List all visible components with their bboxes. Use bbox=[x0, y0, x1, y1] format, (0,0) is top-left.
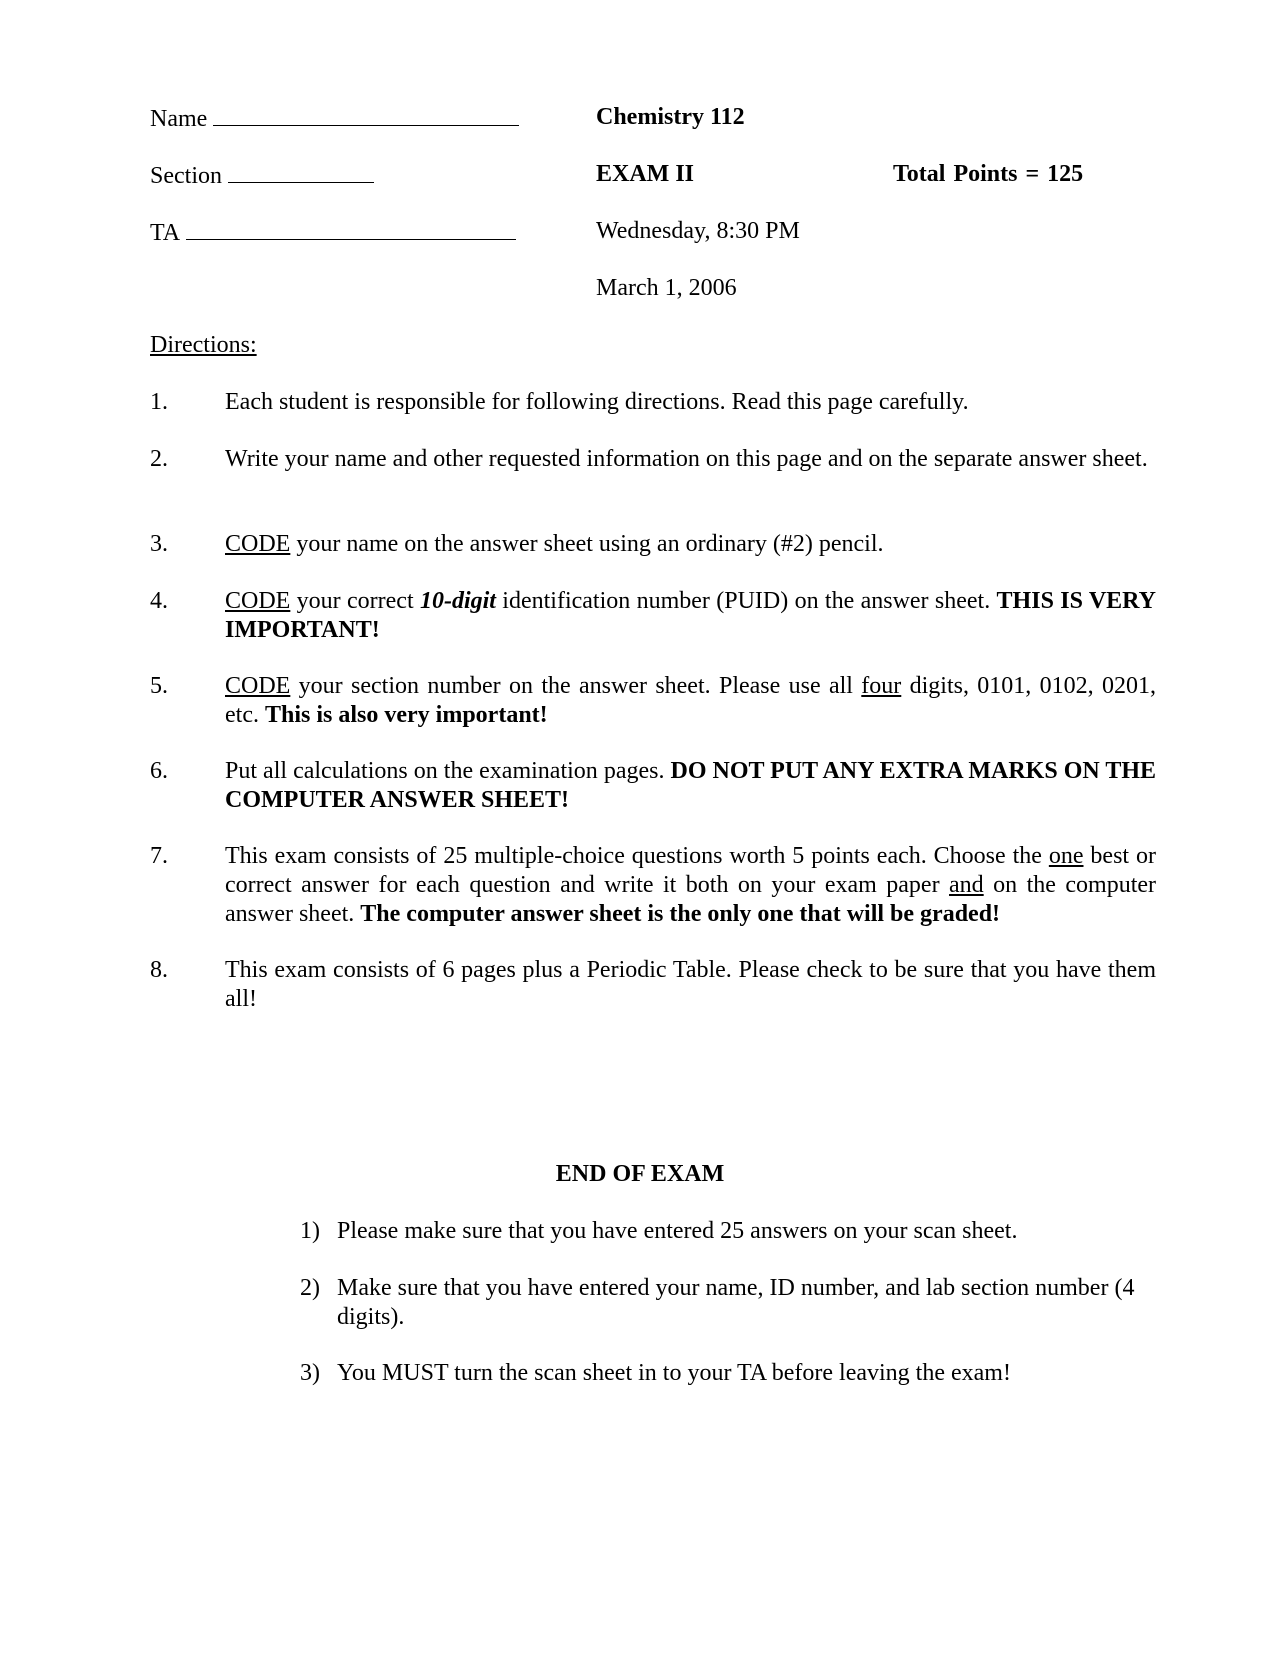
direction-number: 6. bbox=[150, 758, 168, 784]
end-item-text: Please make sure that you have entered 25 answers on your scan sheet. bbox=[337, 1218, 1018, 1244]
direction-text: CODE your name on the answer sheet using an ordinary (#2) pencil. bbox=[225, 531, 884, 557]
name-blank bbox=[213, 103, 519, 126]
course-title: Chemistry 112 bbox=[596, 104, 745, 130]
end-item-number: 3) bbox=[300, 1360, 320, 1386]
exam-day-time: Wednesday, 8:30 PM bbox=[596, 218, 800, 244]
direction-text: This exam consists of 25 multiple-choice questions worth 5 points each. Choose the one best or correct answer for each question and write it both on your exam paper and on the computer answer sheet. The computer answer sheet is the only one that will be graded! bbox=[225, 843, 1157, 927]
code-keyword: CODE bbox=[225, 588, 291, 614]
end-of-exam-heading: END OF EXAM bbox=[555, 1161, 725, 1187]
name-label: Name bbox=[150, 106, 208, 132]
emphasis-10-digit: 10-digit bbox=[419, 588, 496, 614]
direction-text: This exam consists of 6 pages plus a Periodic Table. Please check to be sure that you have them all! bbox=[225, 957, 1156, 1012]
important-note: THIS IS VERY IMPORTANT! bbox=[225, 588, 1157, 643]
important-note: DO NOT PUT ANY EXTRA MARKS ON THE COMPUTER ANSWER SHEET! bbox=[225, 758, 1156, 813]
direction-text: Write your name and other requested information on this page and on the separate answer sheet. bbox=[225, 446, 1148, 472]
ta-label: TA bbox=[150, 220, 181, 246]
section-label: Section bbox=[150, 163, 222, 189]
direction-text: CODE your correct 10-digit identification number (PUID) on the answer sheet. THIS IS VERY IMPORTANT! bbox=[225, 588, 1157, 643]
end-item-text: You MUST turn the scan sheet in to your TA before leaving the exam! bbox=[337, 1360, 1011, 1386]
direction-number: 3. bbox=[150, 531, 168, 557]
direction-number: 4. bbox=[150, 588, 168, 614]
code-keyword: CODE bbox=[225, 673, 291, 699]
important-note: This is also very important! bbox=[264, 702, 548, 728]
underline-one: one bbox=[1048, 843, 1084, 869]
direction-number: 5. bbox=[150, 673, 168, 699]
exam-date: March 1, 2006 bbox=[596, 275, 737, 301]
section-blank bbox=[228, 160, 374, 183]
direction-number: 2. bbox=[150, 446, 168, 472]
exam-title: EXAM II bbox=[596, 161, 695, 187]
underline-and: and bbox=[949, 872, 984, 898]
end-item-text: Make sure that you have entered your name, ID number, and lab section number (4 digits). bbox=[337, 1275, 1135, 1330]
direction-text: CODE your section number on the answer sheet. Please use all four digits, 0101, 0102, 0201, etc. This is also very important! bbox=[225, 673, 1156, 728]
direction-number: 1. bbox=[150, 389, 168, 415]
underline-four: four bbox=[861, 673, 902, 699]
directions-heading: Directions: bbox=[150, 332, 257, 358]
section-line bbox=[150, 160, 374, 191]
direction-text: Each student is responsible for following directions. Read this page carefully. bbox=[225, 389, 969, 415]
end-item-number: 2) bbox=[300, 1275, 320, 1301]
direction-text: Put all calculations on the examination pages. DO NOT PUT ANY EXTRA MARKS ON THE COMPUTER ANSWER SHEET! bbox=[225, 758, 1156, 813]
direction-number: 7. bbox=[150, 843, 168, 869]
name-line bbox=[150, 103, 519, 134]
important-note: The computer answer sheet is the only one that will be graded! bbox=[360, 901, 1001, 927]
end-item-number: 1) bbox=[300, 1218, 320, 1244]
ta-blank bbox=[186, 217, 516, 240]
direction-number: 8. bbox=[150, 957, 168, 983]
code-keyword: CODE bbox=[225, 531, 291, 557]
ta-line bbox=[150, 217, 516, 248]
total-points: Total Points = 125 bbox=[893, 161, 1084, 187]
